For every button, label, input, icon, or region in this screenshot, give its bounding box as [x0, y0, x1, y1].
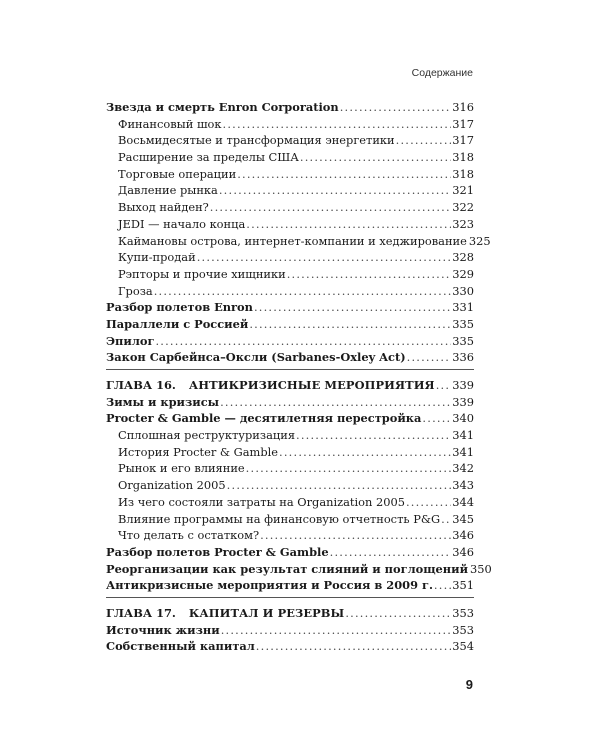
toc-entry-title: Реорганизации как результат слияний и поглощений [106, 561, 469, 576]
toc-entry-title: Влияние программы на финансовую отчетность P&G [118, 511, 441, 526]
page-ref: 343 [452, 478, 474, 493]
toc-entry-title: Давление рынка [118, 183, 218, 198]
toc-entry-title: Закон Сарбейнса–Оксли (Sarbanes-Oxley Act) [106, 350, 406, 365]
toc-entry-title: Каймановы острова, интернет-компании и хеджирование [118, 233, 467, 248]
toc-entry[interactable] [106, 216, 474, 233]
chapter-number: ГЛАВА 16. [106, 378, 176, 392]
toc-entry[interactable] [106, 149, 474, 166]
toc-entry-title: Procter & Gamble — десятилетняя перестройка [106, 411, 422, 426]
leader-dots [256, 638, 451, 655]
leader-dots [330, 544, 452, 561]
page-ref: 339 [452, 378, 474, 392]
page-ref: 330 [452, 283, 474, 298]
toc-entry-title: Звезда и смерть Enron Corporation [106, 100, 339, 114]
toc-entry-title: Гроза [118, 283, 153, 298]
toc-entry-title: Торговые операции [118, 166, 237, 181]
page-ref: 353 [452, 622, 474, 637]
page-ref: 346 [452, 544, 474, 559]
leader-dots [260, 527, 451, 544]
toc-entry[interactable] [106, 427, 474, 444]
page-ref: 336 [452, 350, 474, 365]
running-title: Содержание [411, 67, 473, 79]
toc-chapter-16[interactable] [106, 377, 474, 394]
chapter-title: АНТИКРИЗИСНЫЕ МЕРОПРИЯТИЯ [188, 378, 435, 392]
toc-section-capital [106, 622, 474, 655]
toc-entry[interactable] [106, 116, 474, 133]
toc-entry[interactable] [106, 460, 474, 477]
page-ref: 342 [452, 461, 474, 476]
leader-dots [223, 116, 452, 133]
toc-entry-title: Антикризисные мероприятия и Россия в 2009 г. [106, 578, 433, 593]
toc-entry-title: Параллели с Россией [106, 316, 249, 331]
toc-entry-title: Organization 2005 [118, 478, 226, 493]
toc-entry[interactable] [106, 561, 492, 578]
page-ref: 335 [452, 316, 474, 331]
page-ref: 318 [452, 166, 474, 181]
toc-entry[interactable] [106, 527, 474, 544]
toc-entry[interactable] [106, 622, 474, 639]
toc-entry[interactable] [106, 199, 474, 216]
leader-dots [155, 333, 451, 350]
toc-entry[interactable] [106, 182, 474, 199]
toc-entry[interactable] [106, 99, 474, 116]
page-ref: 328 [452, 250, 474, 265]
page-ref: 331 [452, 300, 474, 315]
page-ref: 345 [452, 511, 474, 526]
table-of-contents [106, 99, 492, 655]
toc-section-enron [106, 99, 491, 366]
page-ref: 344 [452, 494, 474, 509]
toc-entry[interactable] [106, 166, 474, 183]
leader-dots [197, 249, 452, 266]
leader-dots [249, 316, 451, 333]
leader-dots [407, 349, 452, 366]
toc-entry[interactable] [106, 266, 474, 283]
divider-line [106, 597, 474, 598]
page-ref: 354 [452, 639, 474, 654]
toc-entry-title: Сплошная реструктуризация [118, 428, 295, 443]
leader-dots [436, 377, 452, 394]
leader-dots [246, 460, 452, 477]
toc-entry[interactable] [106, 349, 474, 366]
leader-dots [154, 283, 452, 300]
divider-line [106, 369, 474, 370]
leader-dots [296, 427, 451, 444]
leader-dots [422, 410, 451, 427]
page-ref: 341 [452, 428, 474, 443]
toc-entry[interactable] [106, 544, 474, 561]
toc-section-anticrisis [106, 394, 492, 594]
page-ref: 335 [452, 333, 474, 348]
page-ref: 317 [452, 116, 474, 131]
chapter-number: ГЛАВА 17. [106, 605, 176, 620]
page-ref: 321 [452, 183, 474, 198]
page-number: 9 [465, 677, 473, 692]
leader-dots [287, 266, 452, 283]
toc-entry-title: Разбор полетов Procter & Gamble [106, 544, 329, 559]
toc-entry[interactable] [106, 233, 491, 250]
page-ref: 317 [452, 133, 474, 148]
leader-dots [441, 511, 451, 528]
chapter-title: КАПИТАЛ И РЕЗЕРВЫ [188, 605, 345, 620]
toc-entry-title: Расширение за пределы США [118, 150, 299, 165]
toc-entry[interactable] [106, 299, 474, 316]
leader-dots [210, 199, 451, 216]
leader-dots [340, 99, 452, 116]
toc-entry-title: Разбор полетов Enron [106, 300, 253, 315]
toc-entry[interactable] [106, 394, 474, 411]
leader-dots [396, 132, 452, 149]
page-ref: 323 [452, 216, 474, 231]
page-ref: 325 [468, 233, 491, 248]
leader-dots [300, 149, 451, 166]
toc-entry[interactable] [106, 249, 474, 266]
leader-dots [237, 166, 451, 183]
toc-chapter-17[interactable] [106, 605, 474, 622]
leader-dots [345, 605, 451, 622]
toc-entry-title: Из чего состояли затраты на Organization 2005 [118, 494, 405, 509]
leader-dots [434, 577, 451, 594]
toc-entry-title: Рэпторы и прочие хищники [118, 266, 286, 281]
toc-entry-title: Восьмидесятые и трансформация энергетики [118, 133, 395, 148]
toc-entry[interactable] [106, 283, 474, 300]
toc-entry[interactable] [106, 333, 474, 350]
page-ref: 329 [452, 266, 474, 281]
toc-entry[interactable] [106, 494, 474, 511]
toc-entry[interactable] [106, 132, 474, 149]
toc-entry-title: Купи-продай [118, 250, 196, 265]
page-ref: 340 [452, 411, 474, 426]
page-ref: 318 [452, 150, 474, 165]
page-ref: 353 [452, 605, 474, 620]
toc-entry[interactable] [106, 444, 474, 461]
toc-entry[interactable] [106, 316, 474, 333]
toc-entry-title: История Procter & Gamble [118, 444, 279, 459]
toc-entry-title: Рынок и его влияние [118, 461, 245, 476]
leader-dots [227, 477, 452, 494]
page-ref: 350 [470, 561, 492, 576]
toc-entry-title: Эпилог [106, 333, 155, 348]
toc-entry-title: Финансовый шок [118, 116, 222, 131]
toc-entry-title: Выход найден? [118, 200, 209, 215]
toc-entry-title: Зимы и кризисы [106, 394, 220, 409]
toc-entry-title: Собственный капитал [106, 639, 255, 654]
page-ref: 346 [452, 528, 474, 543]
toc-entry[interactable] [106, 638, 474, 655]
toc-entry[interactable] [106, 477, 474, 494]
leader-dots [221, 622, 452, 639]
leader-dots [254, 299, 451, 316]
toc-entry-title: Источник жизни [106, 622, 220, 637]
page-ref: 322 [452, 200, 474, 215]
leader-dots [279, 444, 451, 461]
page-ref: 339 [452, 394, 474, 409]
toc-entry[interactable] [106, 511, 474, 528]
page-ref: 316 [452, 100, 474, 114]
leader-dots [246, 216, 451, 233]
toc-entry-title: Что делать с остатком? [118, 528, 260, 543]
page-ref: 351 [452, 578, 474, 593]
toc-entry-title: JEDI — начало конца [118, 216, 246, 231]
page-ref: 341 [452, 444, 474, 459]
leader-dots [220, 394, 451, 411]
toc-entry[interactable] [106, 577, 474, 594]
toc-entry[interactable] [106, 410, 474, 427]
leader-dots [406, 494, 451, 511]
leader-dots [219, 182, 451, 199]
